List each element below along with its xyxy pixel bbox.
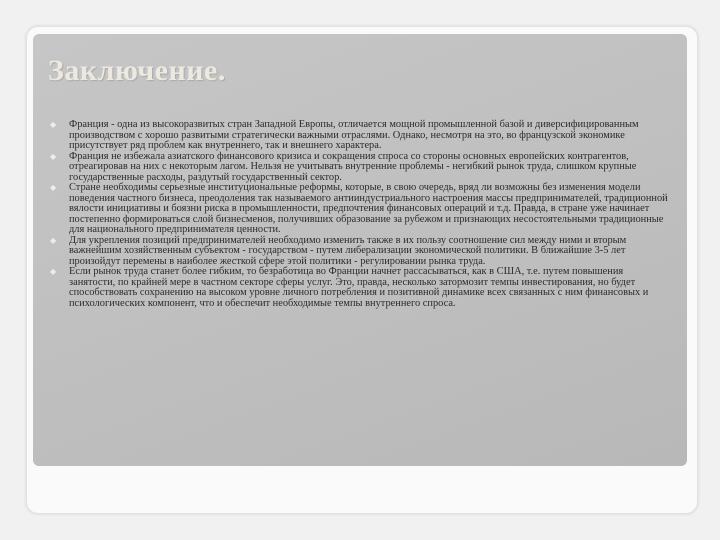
diamond-bullet-icon: ◆: [50, 235, 57, 245]
bullet-item: [50, 236, 670, 268]
slide-title: Заключение.: [48, 54, 226, 87]
bullet-text: Для укрепления позиций предпринимателей необходимо изменить также в их пользу соотношение сил между ними и вторым важнейшим хозяйственным субъектом - государством - путем либерализации экономической политики. В ближайшие 3-5 лет произойдут перемены в наиболее жесткой сфере этой политики - регулировании рынка труда.: [69, 234, 627, 267]
bullet-item: [50, 183, 670, 236]
bullet-item: [50, 120, 670, 152]
diamond-bullet-icon: ◆: [50, 120, 57, 129]
bullet-text: Стране необходимы серьезные институциональные реформы, которые, в свою очередь, вряд ли возможны без изменения модели поведения частного бизнеса, преодоления так называемого антииндустриального настроения массы предпринимателей, традиционной вялости инициативы и боязни риска в промышленности, предпочтения финансовых операций и т.д. Правда, в стране уже начинает постепенно формироваться слой бизнесменов, получивших образование за рубежом и признающих несостоятельными традиционные для национального предпринимателя ценности.: [69, 182, 668, 235]
bullet-item: [50, 152, 670, 184]
diamond-bullet-icon: ◆: [50, 183, 57, 192]
bullet-text: Франция не избежала азиатского финансового кризиса и сокращения спроса со стороны основных европейских контрагентов, отреагировав на них с некоторым лагом. Нельзя не учитывать внутренние проблемы - негибкий рынок труда, слишком крупные государственные расходы, раздутый государственный сектор.: [69, 150, 637, 183]
bullet-item: [50, 267, 670, 309]
diamond-bullet-icon: ◆: [50, 151, 57, 161]
bullet-list: [50, 120, 670, 309]
bullet-text: Если рынок труда станет более гибким, то безработица во Франции начнет рассасываться, как в США, т.е. путем повышения занятости, по крайней мере в частном секторе сферы услуг. Это, правда, несколько затормозит темпы инвестирования, но будет способствовать сохранению на высоком уровне личного потребления и позитивной динамике всех связанных с ним финансовых и психологических компонент, что и обеспечит необходимые темпы внутреннего спроса.: [69, 266, 649, 309]
diamond-bullet-icon: ◆: [50, 267, 57, 276]
bullet-text: Франция - одна из высокоразвитых стран Западной Европы, отличается мощной промышленной базой и диверсифицированным производством с хорошо развитыми стратегически важными отраслями. Однако, несмотря на это, во французской экономике присутствует ряд проблем как внутреннего, так и внешнего характера.: [69, 119, 639, 151]
